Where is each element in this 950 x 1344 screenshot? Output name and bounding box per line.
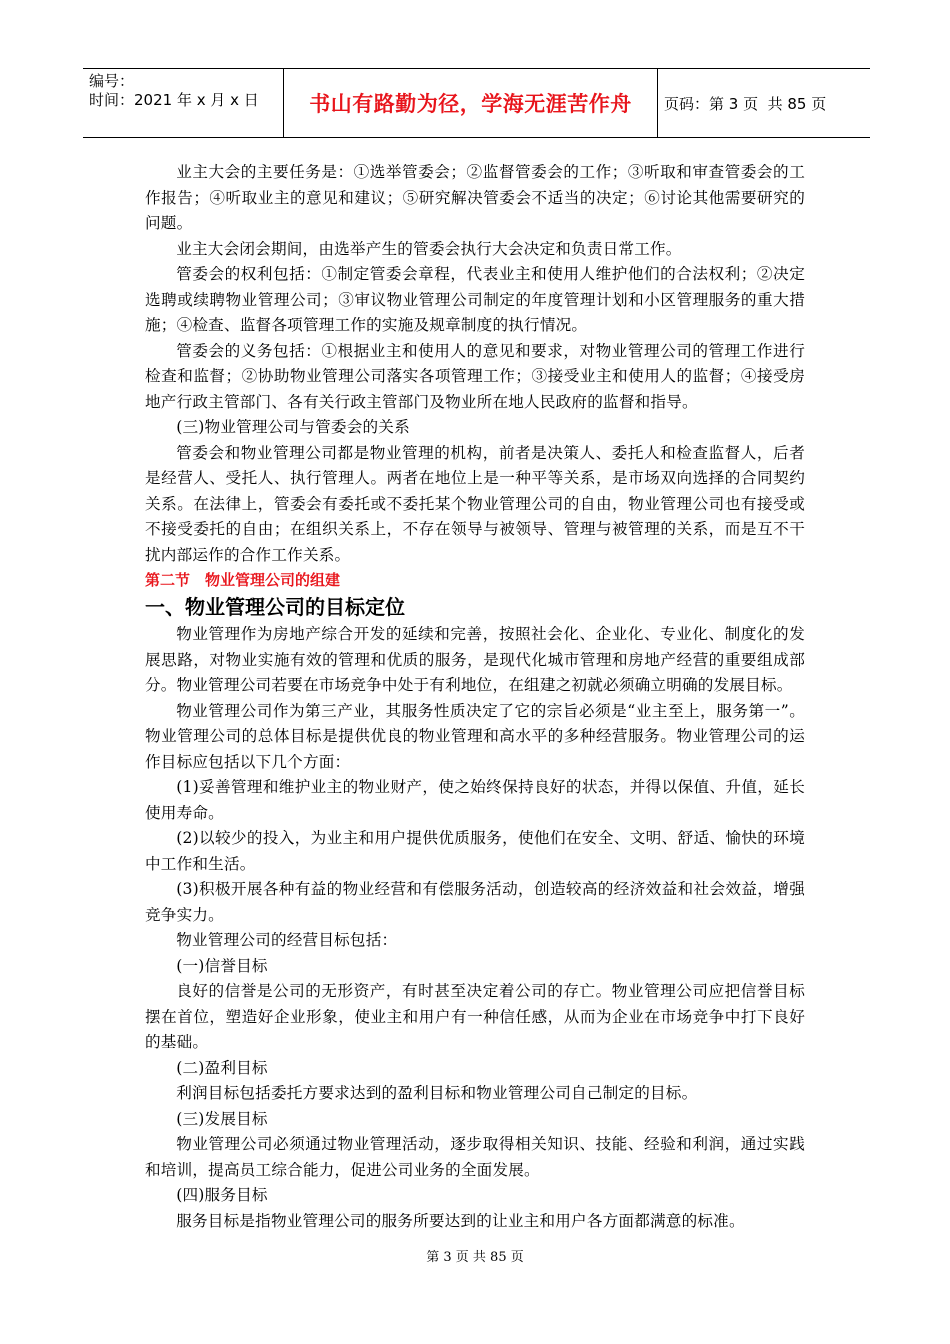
subheading: (一)信誉目标 [176, 956, 268, 975]
date-label: 时间：2021 年 x 月 x 日 [89, 91, 259, 109]
paragraph: 管委会和物业管理公司都是物业管理的机构，前者是决策人、委托人和检查监督人，后者是经营人、受托人、执行管理人。两者在地位上是一种平等关系，是市场双向选择的合同契约关系。在法律上，管委会有委托或不委托某个物业管理公司的自由，物业管理公司也有接受或不接受委托的自由；在组织关系上，不存在领导与被领导、管理与被管理的关系，而是互不干扰内部运作的合作工作关系。 [145, 443, 805, 564]
paragraph: 管委会的义务包括：①根据业主和使用人的意见和要求，对物业管理公司的管理工作进行检查和监督；②协助物业管理公司落实各项管理工作；③接受业主和使用人的监督；④接受房地产行政主管部门、各有关行政主管部门及物业所在地人民政府的监督和指导。 [145, 341, 805, 411]
paragraph: 业主大会的主要任务是：①选举管委会；②监督管委会的工作；③听取和审查管委会的工作报告；④听取业主的意见和建议；⑤研究解决管委会不适当的决定；⑥讨论其他需要研究的问题。 [145, 163, 805, 232]
paragraph: 利润目标包括委托方要求达到的盈利目标和物业管理公司自己制定的目标。 [176, 1084, 698, 1102]
page-footer: 第 3 页 共 85 页 [426, 1250, 524, 1265]
paragraph: 物业管理作为房地产综合开发的延续和完善，按照社会化、企业化、专业化、制度化的发展思路，对物业实施有效的管理和优质的服务，是现代化城市管理和房地产经营的重要组成部分。物业管理公司若要在市场竞争中处于有利地位，在组建之初就必须确立明确的发展目标。 [145, 625, 805, 694]
list-item: (2)以较少的投入，为业主和用户提供优质服务，使他们在安全、文明、舒适、愉快的环境中工作和生活。 [145, 829, 805, 873]
paragraph: 物业管理公司作为第三产业，其服务性质决定了它的宗旨必须是“业主至上，服务第一”。物业管理公司的总体目标是提供优良的物业管理和高水平的多种经营服务。物业管理公司的运作目标应包括以下几个方面： [145, 701, 805, 771]
paragraph: 物业管理公司必须通过物业管理活动，逐步取得相关知识、技能、经验和利润，通过实践和培训，提高员工综合能力，促进公司业务的全面发展。 [145, 1135, 805, 1179]
header-motto: 书山有路勤为径，学海无涯苦作舟 [284, 69, 658, 137]
paragraph: 服务目标是指物业管理公司的服务所要达到的让业主和用户各方面都满意的标准。 [176, 1211, 745, 1230]
subheading: (三)物业管理公司与管委会的关系 [176, 418, 410, 436]
paragraph: 物业管理公司的经营目标包括： [176, 931, 398, 949]
page-header [83, 68, 870, 138]
list-item: (3)积极开展各种有益的物业经营和有偿服务活动，创造较高的经济效益和社会效益，增强竞争实力。 [145, 880, 805, 924]
header-meta [83, 69, 284, 137]
paragraph: 管委会的权利包括：①制定管委会章程，代表业主和使用人维护他们的合法权利；②决定选聘或续聘物业管理公司；③审议物业管理公司制定的年度管理计划和小区管理服务的重大措施；④检查、监督各项管理工作的实施及规章制度的执行情况。 [145, 265, 805, 334]
heading: 一、物业管理公司的目标定位 [145, 595, 405, 619]
header-page-label: 页码：第 3 页 共 85 页 [664, 94, 827, 113]
paragraph: 良好的信誉是公司的无形资产，有时甚至决定着公司的存亡。物业管理公司应把信誉目标摆在首位，塑造好企业形象，使业主和用户有一种信任感，从而为企业在市场竞争中打下良好的基础。 [145, 982, 805, 1051]
subheading: (三)发展目标 [176, 1109, 268, 1128]
section-title: 第二节 物业管理公司的组建 [145, 571, 341, 589]
list-item: (1)妥善管理和维护业主的物业财产，使之始终保持良好的状态，并得以保值、升值，延长使用寿命。 [145, 778, 805, 822]
document-body [145, 160, 805, 1234]
paragraph: 业主大会闭会期间，由选举产生的管委会执行大会决定和负责日常工作。 [176, 239, 682, 258]
subheading: (四)服务目标 [176, 1186, 268, 1204]
subheading: (二)盈利目标 [176, 1058, 268, 1077]
code-label: 编号： [89, 72, 135, 90]
